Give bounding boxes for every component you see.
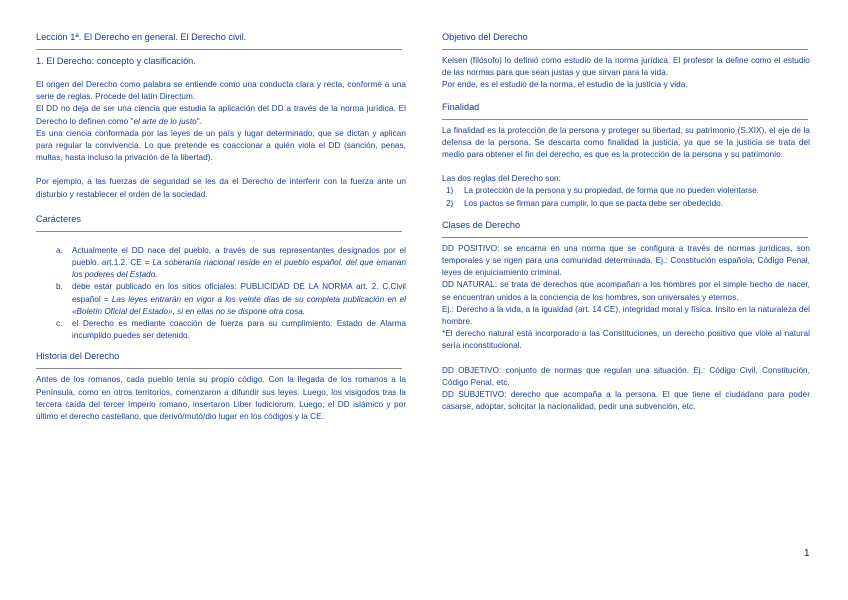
divider [36,49,402,50]
divider [36,368,402,369]
list-item: 1) La protección de la persona y su propiedad, de forma que no pueden violentarse. [446,186,759,196]
left-column [36,31,406,423]
paragraph-nota: *El derecho natural está incorporado a las Constituciones, un derecho positivo que viole al natural sería inconstitucional. [442,329,810,351]
paragraph-historia: Antes de los romanos, cada pueblo tenía su propio código. Con la llegada de los romanos a la Península, como en otros territorios, comenzaron a difundir sus leyes. Luego, los visigodos tras la tercera caída del tercer Imperio romano, insertaron Liber Iudiciorum. Luego, el DD islámico y por último el derecho castellano, que derivó/mutó/dio lugar en los códigos y la CE. [36,375,406,422]
divider [442,237,808,238]
list-item: 2) Los pactos se firman para cumplir, lo que se pacta debe ser obedecido. [446,198,723,208]
divider [36,231,402,232]
section-heading-caracteres: Carácteres [36,213,81,224]
section-heading-objetivo: Objetivo del Derecho [442,32,528,42]
reglas-list [442,185,810,209]
list-item: b. debe estar publicado en los sitios oficiales: PUBLICIDAD DE LA NORMA art. 2. C.Civil español = Las leyes entrarán en vigor a los veinte días de su completa publicación en el «Boletín Oficial del Estado», si en ellas no se dispone otra cosa. [56,282,406,316]
paragraph-definition: El DD no deja de ser una ciencia que estudia la aplicación del DD a través de la norma jurídica. El Derecho lo definen como "el arte de lo justo". [36,104,406,126]
section-heading-finalidad: Finalidad [442,101,480,112]
page-number: 1 [804,548,810,559]
paragraph-science: Es una ciencia conformada por las leyes de un país y lugar determinado, que se dictan y aplican para regular la convivencia. Lo que pretende es coaccionar a quién viola el DD (sanción, penas, multas, hasta incluso la privación de la libertad). [36,128,406,163]
section-heading-concept: 1. El Derecho: concepto y clasificación. [36,56,196,66]
divider [442,119,808,120]
paragraph-ejemplo: Ej.: Derecho a la vida, a la igualdad (art. 14 CE), integridad moral y física. Insito en la naturaleza del hombre. [442,304,810,327]
divider [442,49,808,50]
caracteres-list [36,245,406,343]
paragraph-finalidad: La finalidad es la protección de la persona y proteger su libertad, su patrimonio (S.XIX), el eje de la defensa de la persona. Se descarta como finalidad la justicia, ya que se la justicia se trata del medio para obtener el fin del derecho, es que es la protección de la persona y su patrimonio. [442,125,810,160]
paragraph-dd-subjetivo: DD SUBJETIVO: derecho que acompaña a la persona. El que tiene el ciudadano para poder casarse, adoptar, solicitar la nacionalidad, pedir una subvención, etc. [442,390,810,412]
paragraph-por-ende: Por ende, es el estudio de la norma, el estudio de la justicia y vida. [442,80,688,90]
paragraph-dd-positivo: DD POSITIVO: se encarna en una norma que se configura a través de normas jurídicas, son temporales y se rigen para una comunidad determinada. Ej.: Constitución española; Código Penal, leyes de enjuiciamiento criminal. [442,243,810,278]
paragraph-reglas-intro: Las dos reglas del Derecho son: [442,174,561,184]
section-heading-clases: Clases de Derecho [442,219,521,230]
right-column [442,31,810,413]
paragraph-kelsen: Kelsen (filósofo) lo definió como estudio de la norma jurídica. El profesor la define como el estudio de las normas para que sean justas y que sirvan para la vida. [442,56,810,78]
section-heading-historia: Historia del Derecho [36,351,120,362]
paragraph-dd-natural: DD NATURAL: se trata de derechos que acompañan a los hombres por el simple hecho de nacer, se encuentran unidos a la conciencia de los hombres, son universales y eternos. [442,280,810,302]
list-item: c. el Derecho es mediante coacción de fuerza para su cumplimiento. Estado de Alarma incumplido puedes ser detenido. [56,319,406,341]
paragraph-origin: El origen del Derecho como palabra se entiende como una conducta clara y recta, conforme a una serie de reglas. Procede del latín Directum. [36,80,406,102]
paragraph-example: Por ejemplo, a las fuerzas de seguridad se les da el Derecho de interferir con la fuerza ante un disturbio y restablecer el orden de la sociedad. [36,177,406,199]
list-item: a. Actualmente el DD nace del pueblo, a través de sus representantes designados por el pueblo. art.1.2. CE = La soberanía nacional reside en el pueblo español, del que emanan los poderes del Estado. [56,245,406,280]
paragraph-dd-objetivo: DD OBJETIVO: conjunto de normas que regulan una situación. Ej.: Código Civil, Constitución, Código Penal, etc. [442,365,810,387]
lesson-title: Lección 1ª. El Derecho en general. El Derecho civil. [36,32,247,42]
